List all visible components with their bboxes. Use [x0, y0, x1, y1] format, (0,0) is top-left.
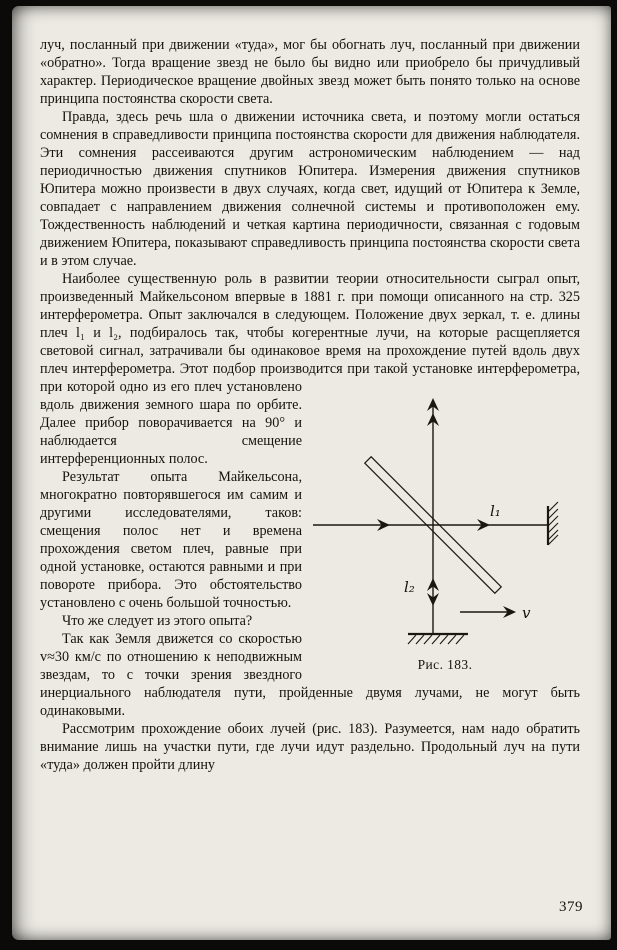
figure-183: [310, 394, 580, 674]
text-block: [40, 36, 580, 774]
interferometer-diagram: [310, 394, 580, 652]
mirror-bottom-hatching: [408, 635, 464, 644]
paragraph-2: Правда, здесь речь шла о движении источника света, и поэтому могли остаться сомнения в справедливости принципа постоянства скорости для движения наблюдателя. Эти сомнения рассеиваются другим астрономическим наблюдением — над периодичностью движения спутников Юпитера. Измерения движения спутников Юпитера можно произвести в двух случаях, когда свет, идущий от Юпитера к Земле, совпадает с направлением движения солнечной системы и противоположен ему. Тождественность наблюдений и четкая картина периодичности, связанная с годовым движением Юпитера, показывают справедливость принципа постоянства скорости света и в этом случае.: [40, 109, 580, 269]
paragraph-3-part-b: из его плеч установлено вдоль движения земного шара по орбите. Далее прибор поворачивается на 90° и наблюдается смещение интерференционных полос.: [40, 379, 302, 467]
label-v: v: [522, 604, 531, 622]
label-l2: l₂: [404, 578, 415, 596]
paragraph-1: луч, посланный при движении «туда», мог бы обогнать луч, посланный при движении «обратно». Тогда вращение звезд не было бы видно или приобрело бы причудливый характер. Периодическое вращение двойных звезд может быть понято только на основе принципа постоянства скорости света.: [40, 37, 580, 107]
mirror-right-hatching: [548, 502, 558, 545]
page-number: 379: [559, 899, 583, 915]
paragraph-3-part-a: Наиболее существенную роль в развитии теории относительности сыграл опыт, произведенный Майкельсоном впервые в 1881 г. при помощи описанного на стр. 325 интерферометра. Опыт заключался в следующем. Положение двух зеркал, т. е. длины плеч l₁ и l₂, подбиралось так, чтобы когерентные лучи, на которые расщепляется световой сигнал, затрачивали бы одинаковое время на прохождение путей вдоль двух плеч интерферометра. Этот подбор производится при такой установке интерферометра, при которой одно: [40, 271, 580, 395]
paragraph-5: Что же следует из этого опыта?: [62, 613, 253, 629]
paragraph-6: Так как Земля движется со скоростью v≈30 км/с по отношению к неподвижным звездам, то с точки зрения звездного инерциального наблюдателя пути, пройденные двумя лучами, не могут быть одинаковыми.: [40, 631, 580, 719]
paragraph-7: Рассмотрим прохождение обоих лучей (рис. 183). Разумеется, нам надо обратить внимание лишь на участки пути, где лучи идут раздельно. Продольный луч на пути «туда» должен пройти длину: [40, 721, 580, 773]
paragraph-4: Результат опыта Майкельсона, многократно повторявшегося им самим и другими исследователями, таков: смещения полос нет и времена прохождения светом плеч, равные при одной установке, остаются равными и при повороте прибора. Это обстоятельство установлено с очень большой точностью.: [40, 469, 302, 611]
book-page-scan: [12, 6, 611, 940]
figure-caption: Рис. 183.: [417, 657, 473, 672]
label-l1: l₁: [490, 502, 501, 520]
